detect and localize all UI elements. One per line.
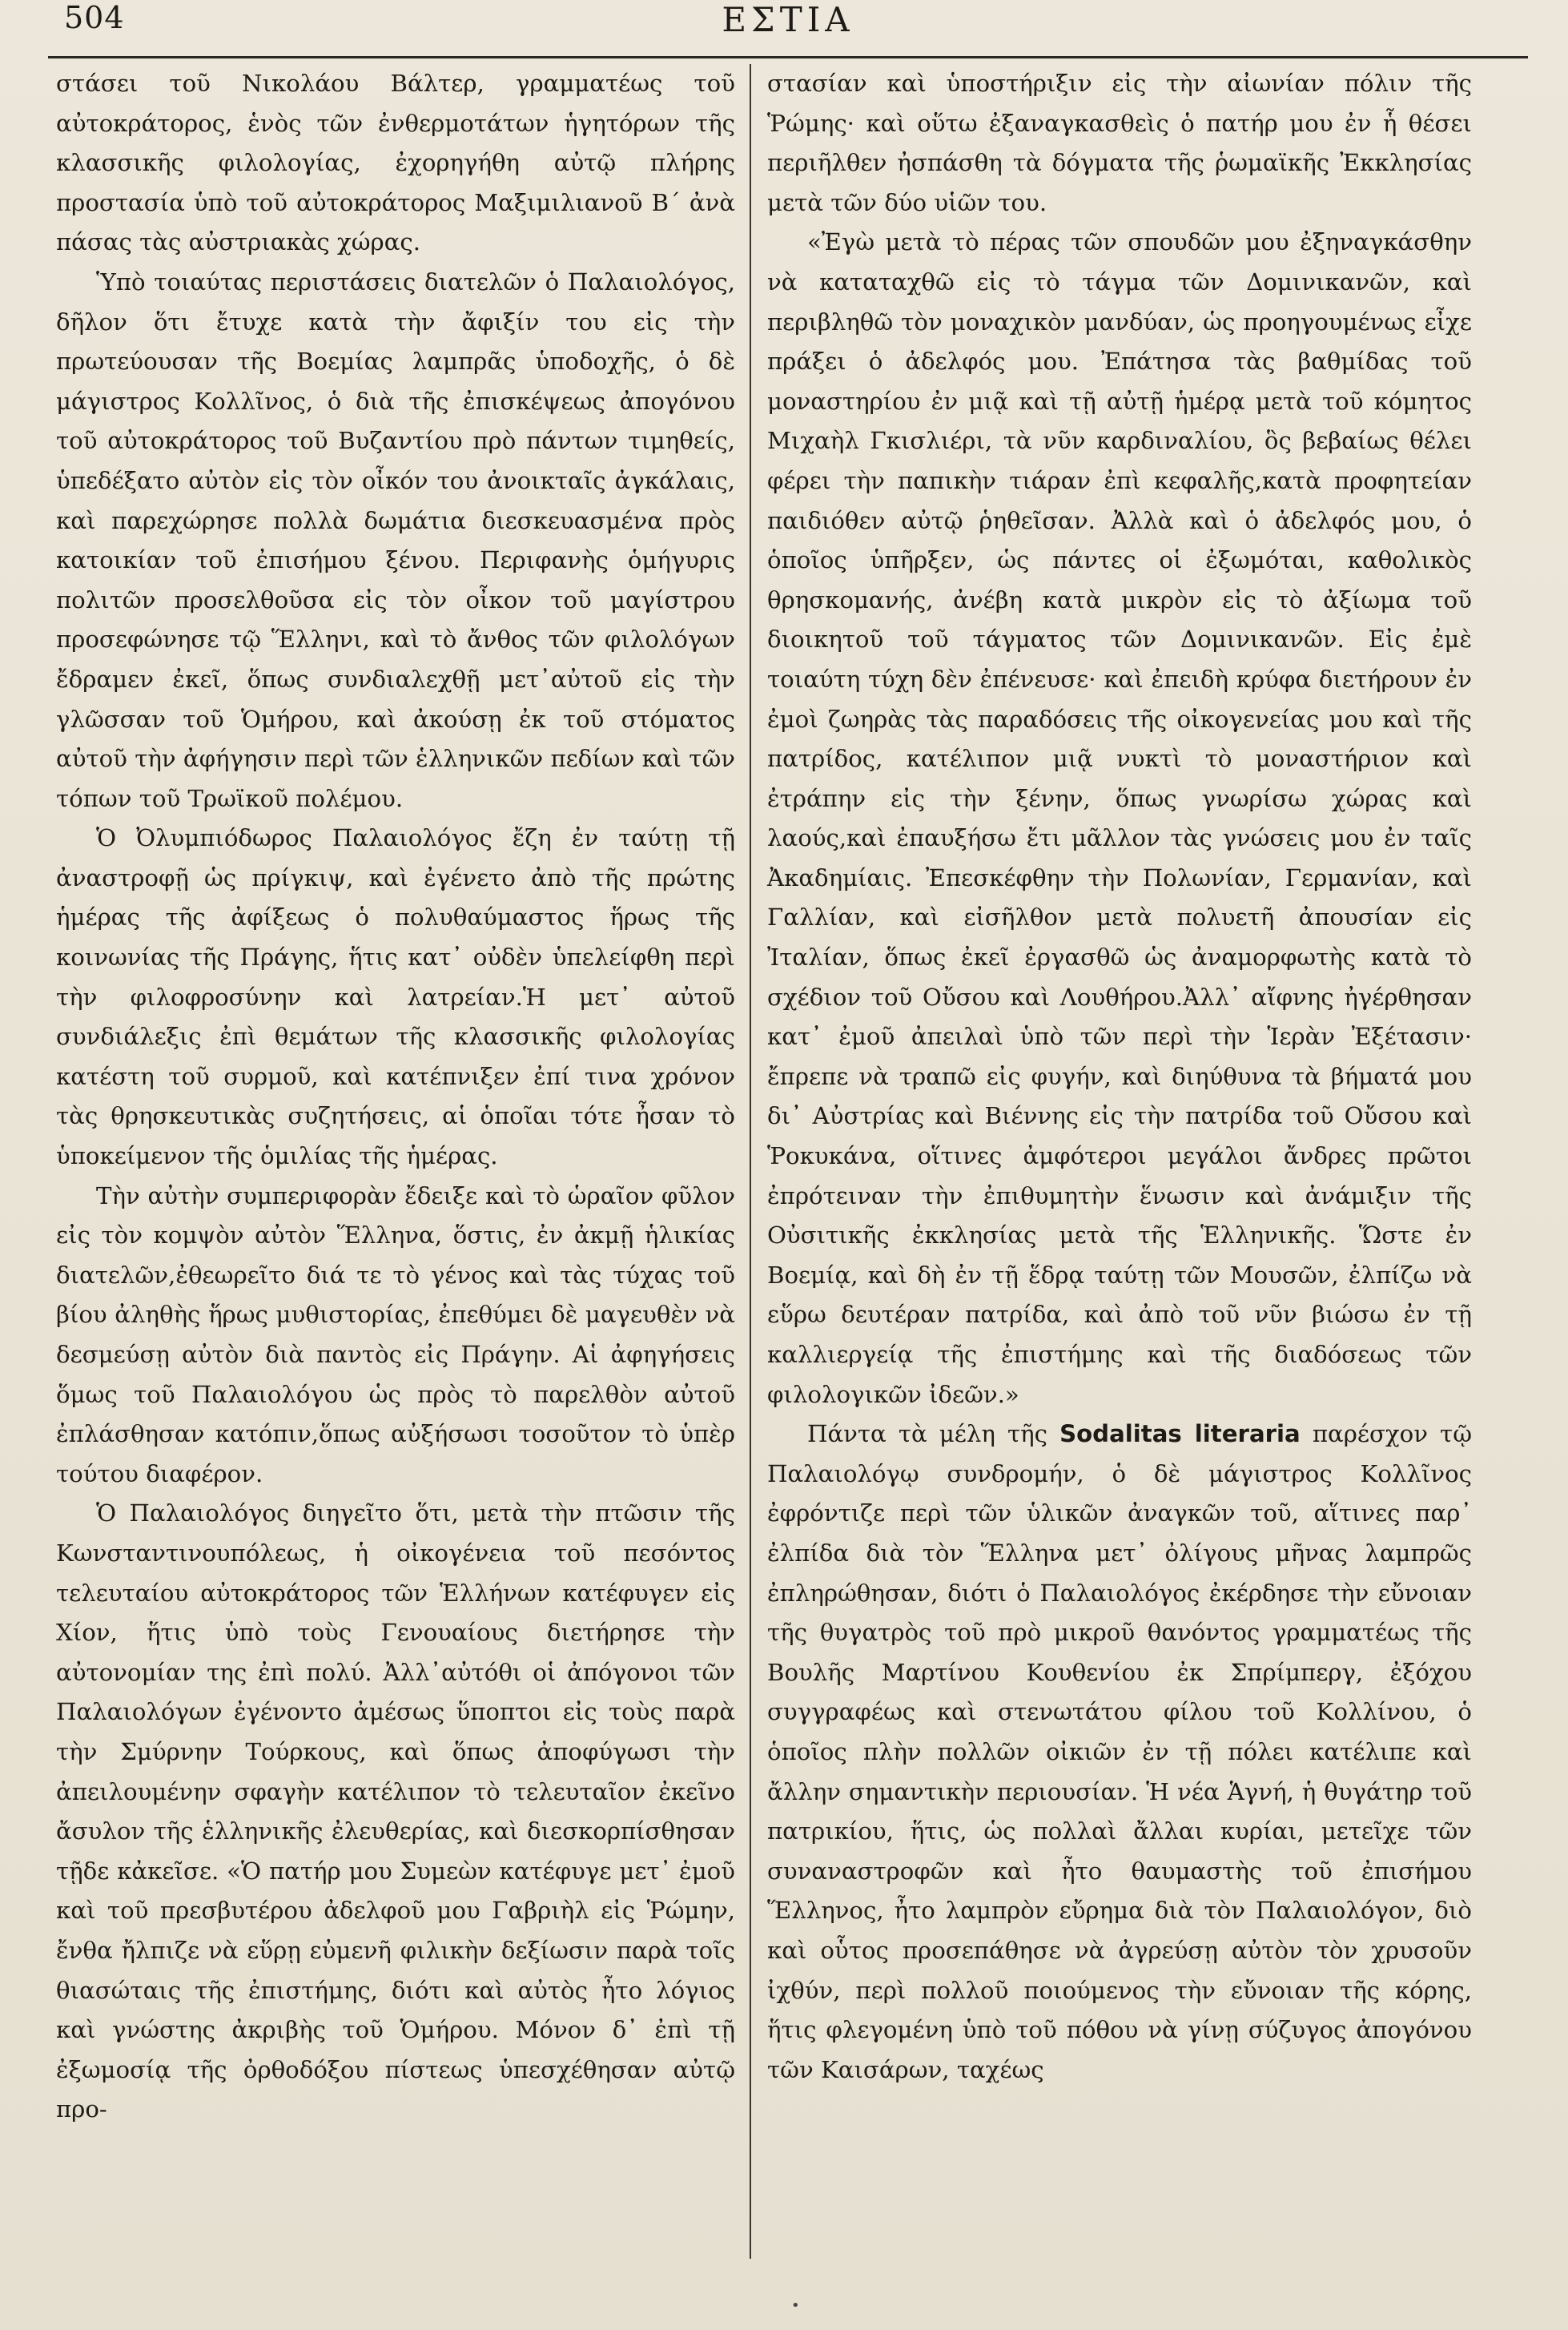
header-rule	[48, 56, 1528, 58]
paragraph: Ὁ Παλαιολόγος διηγεῖτο ὅτι, μετὰ τὴν πτῶσιν τῆς Κωνσταντινουπόλεως, ἡ οἰκογένεια τοῦ πεσόντος τελευταίου αὐτοκράτορος τῶν Ἑλλήνων κατέφυγεν εἰς Χίον, ἥτις ὑπὸ τοὺς Γενουαίους διετήρησε τὴν αὐτονομίαν της ἐπὶ πολύ. Ἀλλ᾽αὐτόθι οἱ ἀπόγονοι τῶν Παλαιολόγων ἐγένοντο ἀμέσως ὕποπτοι εἰς τοὺς παρὰ τὴν Σμύρνην Τούρκους, καὶ ὅπως ἀποφύγωσι τὴν ἀπειλουμένην σφαγὴν κατέλιπον τὸ τελευταῖον ἐκεῖνο ἄσυλον τῆς ἑλληνικῆς ἐλευθερίας, καὶ διεσκορπίσθησαν τῇδε κἀκεῖσε. «Ὁ πατήρ μου Συμεὼν κατέφυγε μετ᾽ ἐμοῦ καὶ τοῦ πρεσβυτέρου ἀδελφοῦ μου Γαβριὴλ εἰς Ῥώμην, ἔνθα ἤλπιζε νὰ εὕρῃ εὐμενῆ φιλικὴν δεξίωσιν παρὰ τοῖς θιασώταις τῆς ἐπιστήμης, διότι καὶ αὐτὸς ἦτο λόγιος καὶ γνώστης ἀκριβὴς τοῦ Ὁμήρου. Μόνον δ᾽ ἐπὶ τῇ ἐξωμοσίᾳ τῆς ὀρθοδόξου πίστεως ὑπεσχέθησαν αὐτῷ προ-	[56, 1499, 735, 2123]
page-header	[48, 0, 1528, 54]
paragraph: Ὑπὸ τοιαύτας περιστάσεις διατελῶν ὁ Παλαιολόγος, δῆλον ὅτι ἔτυχε κατὰ τὴν ἄφιξίν του εἰς τὴν πρωτεύουσαν τῆς Βοεμίας λαμπρᾶς ὑποδοχῆς, ὁ δὲ μάγιστρος Κολλῖνος, ὁ διὰ τῆς ἐπισκέψεως ἀπογόνου τοῦ αὐτοκράτορος τοῦ Βυζαντίου πρὸ πάντων τιμηθείς, ὑπεδέξατο αὐτὸν εἰς τὸν οἶκόν του ἀνοικταῖς ἀγκάλαις, καὶ παρεχώρησε πολλὰ δωμάτια διεσκευασμένα πρὸς κατοικίαν τοῦ ἐπισήμου ξένου. Περιφανὴς ὁμήγυρις πολιτῶν προσελθοῦσα εἰς τὸν οἶκον τοῦ μαγίστρου προσεφώνησε τῷ Ἕλληνι, καὶ τὸ ἄνθος τῶν φιλολόγων ἔδραμεν ἐκεῖ, ὅπως συνδιαλεχθῇ μετ᾽αὐτοῦ εἰς τὴν γλῶσσαν τοῦ Ὁμήρου, καὶ ἀκούσῃ ἐκ τοῦ στόματος αὐτοῦ τὴν ἀφήγησιν περὶ τῶν ἑλληνικῶν πεδίων καὶ τῶν τόπων τοῦ Τρωϊκοῦ πολέμου.	[56, 268, 735, 812]
paragraph: στάσει τοῦ Νικολάου Βάλτερ, γραμματέως τοῦ αὐτοκράτορος, ἑνὸς τῶν ἐνθερμοτάτων ἡγητόρων τῆς κλασσικῆς φιλολογίας, ἐχορηγήθη αὐτῷ πλήρης προστασία ὑπὸ τοῦ αὐτοκράτορος Μαξιμιλιανοῦ Β΄ ἀνὰ πάσας τὰς αὐστριακὰς χώρας.	[56, 70, 735, 256]
page-number: 504	[64, 0, 125, 35]
paragraph: Τὴν αὐτὴν συμπεριφορὰν ἔδειξε καὶ τὸ ὡραῖον φῦλον εἰς τὸν κομψὸν αὐτὸν Ἕλληνα, ὅστις, ἐν ἀκμῇ ἡλικίας διατελῶν,ἐθεωρεῖτο διά τε τὸ γένος καὶ τὰς τύχας τοῦ βίου ἀληθὴς ἥρως μυθιστορίας, ἐπεθύμει δὲ μαγευθὲν νὰ δεσμεύσῃ αὐτὸν διὰ παντὸς εἰς Πράγην. Αἱ ἀφηγήσεις ὅμως τοῦ Παλαιολόγου ὡς πρὸς τὸ παρελθὸν αὐτοῦ ἐπλάσθησαν κατόπιν,ὅπως αὐξήσωσι τοσοῦτον τὸ ὑπὲρ τούτου διαφέρον.	[56, 1181, 735, 1487]
running-head: ΕΣΤΙΑ	[722, 0, 854, 39]
paragraph: Ὁ Ὀλυμπιόδωρος Παλαιολόγος ἔζη ἐν ταύτῃ τῇ ἀναστροφῇ ὡς πρίγκιψ, καὶ ἐγένετο ἀπὸ τῆς πρώτης ἡμέρας τῆς ἀφίξεως ὁ πολυθαύμαστος ἥρως τῆς κοινωνίας τῆς Πράγης, ἥτις κατ᾽ οὐδὲν ὑπελείφθη περὶ τὴν φιλοφροσύνην καὶ λατρείαν.Ἡ μετ᾽ αὐτοῦ συνδιάλεξις ἐπὶ θεμάτων τῆς κλασσικῆς φιλολογίας κατέστη τοῦ συρμοῦ, καὶ κατέπνιξεν ἐπί τινα χρόνον τὰς θρησκευτικὰς συζητήσεις, αἱ ὁποῖαι τότε ἦσαν τὸ ὑποκείμενον τῆς ὁμιλίας τῆς ἡμέρας.	[56, 824, 735, 1170]
printer-mark: •	[791, 2297, 800, 2314]
right-column	[767, 64, 1472, 2090]
paragraph-text: Πάντα τὰ μέλη τῆς	[807, 1420, 1047, 1448]
left-column	[56, 64, 735, 2130]
paragraph-text: παρέσχον τῷ Παλαιολόγῳ συνδρομήν, ὁ δὲ μάγιστρος Κολλῖνος ἐφρόντιζε περὶ τῶν ὑλικῶν ἀναγκῶν τοῦ, αἵτινες παρ᾽ ἐλπίδα διὰ τὸν Ἕλληνα μετ᾽ ὀλίγους μῆνας λαμπρῶς ἐπληρώθησαν, διότι ὁ Παλαιολόγος ἐκέρδησε τὴν εὔνοιαν τῆς θυγατρὸς τοῦ πρὸ μικροῦ θανόντος γραμματέως τῆς Βουλῆς Μαρτίνου Κουθενίου ἐκ Σπρίμπεργ, ἐξόχου συγγραφέως καὶ στενωτάτου φίλου τοῦ Κολλίνου, ὁ ὁποῖος πλὴν πολλῶν οἰκιῶν ἐν τῇ πόλει κατέλιπε καὶ ἄλλην σημαντικὴν περιουσίαν. Ἡ νέα Ἁγνή, ἡ θυγάτηρ τοῦ πατρικίου, ἥτις, ὡς πολλαὶ ἄλλαι κυρίαι, μετεῖχε τῶν συναναστροφῶν καὶ ἦτο θαυμαστὴς τοῦ ἐπισήμου Ἕλληνος, ἦτο λαμπρὸν εὔρημα διὰ τὸν Παλαιολόγον, διὸ καὶ οὗτος προσεπάθησε νὰ ἀγρεύσῃ αὐτὸν τὸν χρυσοῦν ἰχθύν, περὶ πολλοῦ ποιούμενος τὴν εὔνοιαν τῆς κόρης, ἥτις φλεγομένη ὑπὸ τοῦ πόθου νὰ γίνῃ σύζυγος ἀπογόνου τῶν Καισάρων, ταχέως	[767, 1420, 1472, 2083]
paragraph	[767, 1414, 1472, 2090]
column-divider	[750, 64, 751, 2259]
paragraph: «Ἐγὼ μετὰ τὸ πέρας τῶν σπουδῶν μου ἐξηναγκάσθην νὰ καταταχθῶ εἰς τὸ τάγμα τῶν Δομινικανῶν, καὶ περιβληθῶ τὸν μοναχικὸν μανδύαν, ὡς προηγουμένως εἶχε πράξει ὁ ἀδελφός μου. Ἐπάτησα τὰς βαθμίδας τοῦ μοναστηρίου ἐν μιᾷ καὶ τῇ αὐτῇ ἡμέρᾳ μετὰ τοῦ κόμητος Μιχαὴλ Γκισλιέρι, τὰ νῦν καρδιναλίου, ὃς βεβαίως θέλει φέρει τὴν παπικὴν τιάραν ἐπὶ κεφαλῆς,κατὰ προφητείαν παιδιόθεν αὐτῷ ῥηθεῖσαν. Ἀλλὰ καὶ ὁ ἀδελφός μου, ὁ ὁποῖος ὑπῆρξεν, ὡς πάντες οἱ ἐξωμόται, καθολικὸς θρησκομανής, ἀνέβη κατὰ μικρὸν εἰς τὸ ἀξίωμα τοῦ διοικητοῦ τοῦ τάγματος τῶν Δομινικανῶν. Εἰς ἐμὲ τοιαύτη τύχη δὲν ἐπένευσε· καὶ ἐπειδὴ κρύφα διετήρουν ἐν ἐμοὶ ζωηρὰς τὰς παραδόσεις τῆς οἰκογενείας μου καὶ τῆς πατρίδος, κατέλιπον μιᾷ νυκτὶ τὸ μοναστήριον καὶ ἐτράπην εἰς τὴν ξένην, ὅπως γνωρίσω χώρας καὶ λαούς,καὶ ἐπαυξήσω ἔτι μᾶλλον τὰς γνώσεις μου ἐν ταῖς Ἀκαδημίαις. Ἐπεσκέφθην τὴν Πολωνίαν, Γερμανίαν, καὶ Γαλλίαν, καὶ εἰσῆλθον μετὰ πολυετῆ ἀπουσίαν εἰς Ἰταλίαν, ὅπως ἐκεῖ ἐργασθῶ ὡς ἀναμορφωτὴς κατὰ τὸ σχέδιον τοῦ Οὔσου καὶ Λουθήρου.Ἀλλ᾽ αἴφνης ἠγέρθησαν κατ᾽ ἐμοῦ ἀπειλαὶ ὑπὸ τῶν περὶ τὴν Ἱερὰν Ἐξέτασιν· ἔπρεπε νὰ τραπῶ εἰς φυγήν, καὶ διηύθυνα τὰ βήματά μου δι᾽ Αὐστρίας καὶ Βιέννης εἰς τὴν πατρίδα τοῦ Οὔσου καὶ Ῥοκυκάνα, οἵτινες ἀμφότεροι μεγάλοι ἄνδρες πρῶτοι ἐπρότειναν τὴν ἐπιθυμητὴν ἕνωσιν καὶ ἀνάμιξιν τῆς Οὐσιτικῆς ἐκκλησίας μετὰ τῆς Ἑλληνικῆς. Ὥστε ἐν Βοεμίᾳ, καὶ δὴ ἐν τῇ ἕδρᾳ ταύτῃ τῶν Μουσῶν, ἐλπίζω νὰ εὕρω δευτέραν πατρίδα, καὶ ἀπὸ τοῦ νῦν βιώσω ἐν τῇ καλλιεργείᾳ τῆς ἐπιστήμης καὶ τῆς διαδόσεως τῶν φιλολογικῶν ἰδεῶν.»	[767, 228, 1472, 1408]
latin-term: Sodalitas literaria	[1059, 1420, 1301, 1448]
paragraph: στασίαν καὶ ὑποστήριξιν εἰς τὴν αἰωνίαν πόλιν τῆς Ῥώμης· καὶ οὕτω ἐξαναγκασθεὶς ὁ πατήρ μου ἐν ἧ θέσει περιῆλθεν ἠσπάσθη τὰ δόγματα τῆς ῥωμαϊκῆς Ἐκκλησίας μετὰ τῶν δύο υἱῶν του.	[767, 70, 1472, 216]
